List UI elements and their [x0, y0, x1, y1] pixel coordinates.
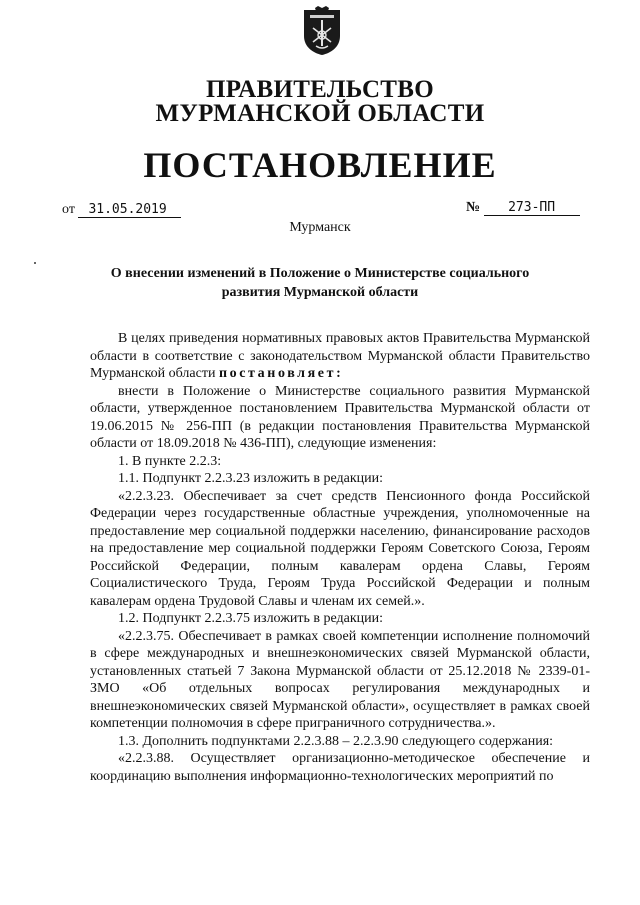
- document-body: [90, 330, 590, 785]
- date-value: 31.05.2019: [78, 202, 180, 218]
- paragraph-item-1-2: 1.2. Подпункт 2.2.3.75 изложить в редакции:: [118, 611, 384, 626]
- number-value: 273-ПП: [484, 200, 580, 216]
- date-prefix: от: [62, 202, 75, 217]
- subject-line2: развития Мурманской области: [221, 285, 419, 300]
- scan-mark: [34, 262, 36, 264]
- document-number: [466, 200, 580, 216]
- document-date: [62, 202, 181, 218]
- subject-line1: О внесении изменений в Положение о Министерстве социального: [110, 266, 530, 281]
- government-title: [0, 78, 640, 126]
- number-prefix: №: [466, 200, 481, 215]
- preamble-decree-word: постановляет:: [218, 366, 344, 381]
- document-type-title: ПОСТАНОВЛЕНИЕ: [143, 145, 497, 185]
- document-subject: [100, 264, 540, 302]
- paragraph-quote-2-2-3-88: «2.2.3.88. Осуществляет организационно-методическое обеспечение и координацию выполнения информационно-технологических мероприятий по: [90, 751, 590, 784]
- paragraph-quote-2-2-3-75: «2.2.3.75. Обеспечивает в рамках своей компетенции исполнение полномочий в сфере международных и внешнеэкономических связей Мурманской области, установленных статьей 7 Закона Мурманской области от 25.12.2018 № 2339-01-ЗМО «Об отдельных вопросах регулирования международных и внешнеэкономических связей Мурманской области», осуществляет в рамках своей компетенции полномочия в сфере приграничного сотрудничества.».: [90, 628, 590, 731]
- coat-of-arms-emblem: [301, 6, 343, 56]
- preamble-text: В целях приведения нормативных правовых актов Правительства Мурманской области в соответствие с законодательством Мурманской области Правительство Мурманской области: [90, 331, 590, 381]
- paragraph-item-1: 1. В пункте 2.2.3:: [118, 453, 222, 469]
- paragraph-quote-2-2-3-23: «2.2.3.23. Обеспечивает за счет средств Пенсионного фонда Российской Федерации через государственные областные учреждения, уполномоченные на предоставление мер социальной поддержки населению, финансирование расходов на предоставление мер социальной поддержки Героям Советского Союза, Героям Российской Федерации, полным кавалерам ордена Славы, Героям Социалистического Труда, Героям Труда Российской Федерации и полным кавалерам ордена Трудовой Славы и членам их семей.».: [90, 488, 590, 609]
- paragraph-amend: внести в Положение о Министерстве социального развития Мурманской области, утвержденное постановлением Правительства Мурманской области от 19.06.2015 № 256-ПП (в редакции постановления Правительства Мурманской области от 18.09.2018 № 436-ПП), следующие изменения:: [90, 383, 590, 451]
- paragraph-item-1-3: 1.3. Дополнить подпунктами 2.2.3.88 – 2.2.3.90 следующего содержания:: [118, 733, 554, 749]
- government-title-line2: МУРМАНСКОЙ ОБЛАСТИ: [155, 100, 485, 127]
- city-name: Мурманск: [289, 220, 351, 235]
- paragraph-preamble: [90, 330, 590, 383]
- paragraph-item-1-1: 1.1. Подпункт 2.2.3.23 изложить в редакции:: [118, 471, 384, 486]
- government-title-line1: ПРАВИТЕЛЬСТВО: [206, 76, 434, 103]
